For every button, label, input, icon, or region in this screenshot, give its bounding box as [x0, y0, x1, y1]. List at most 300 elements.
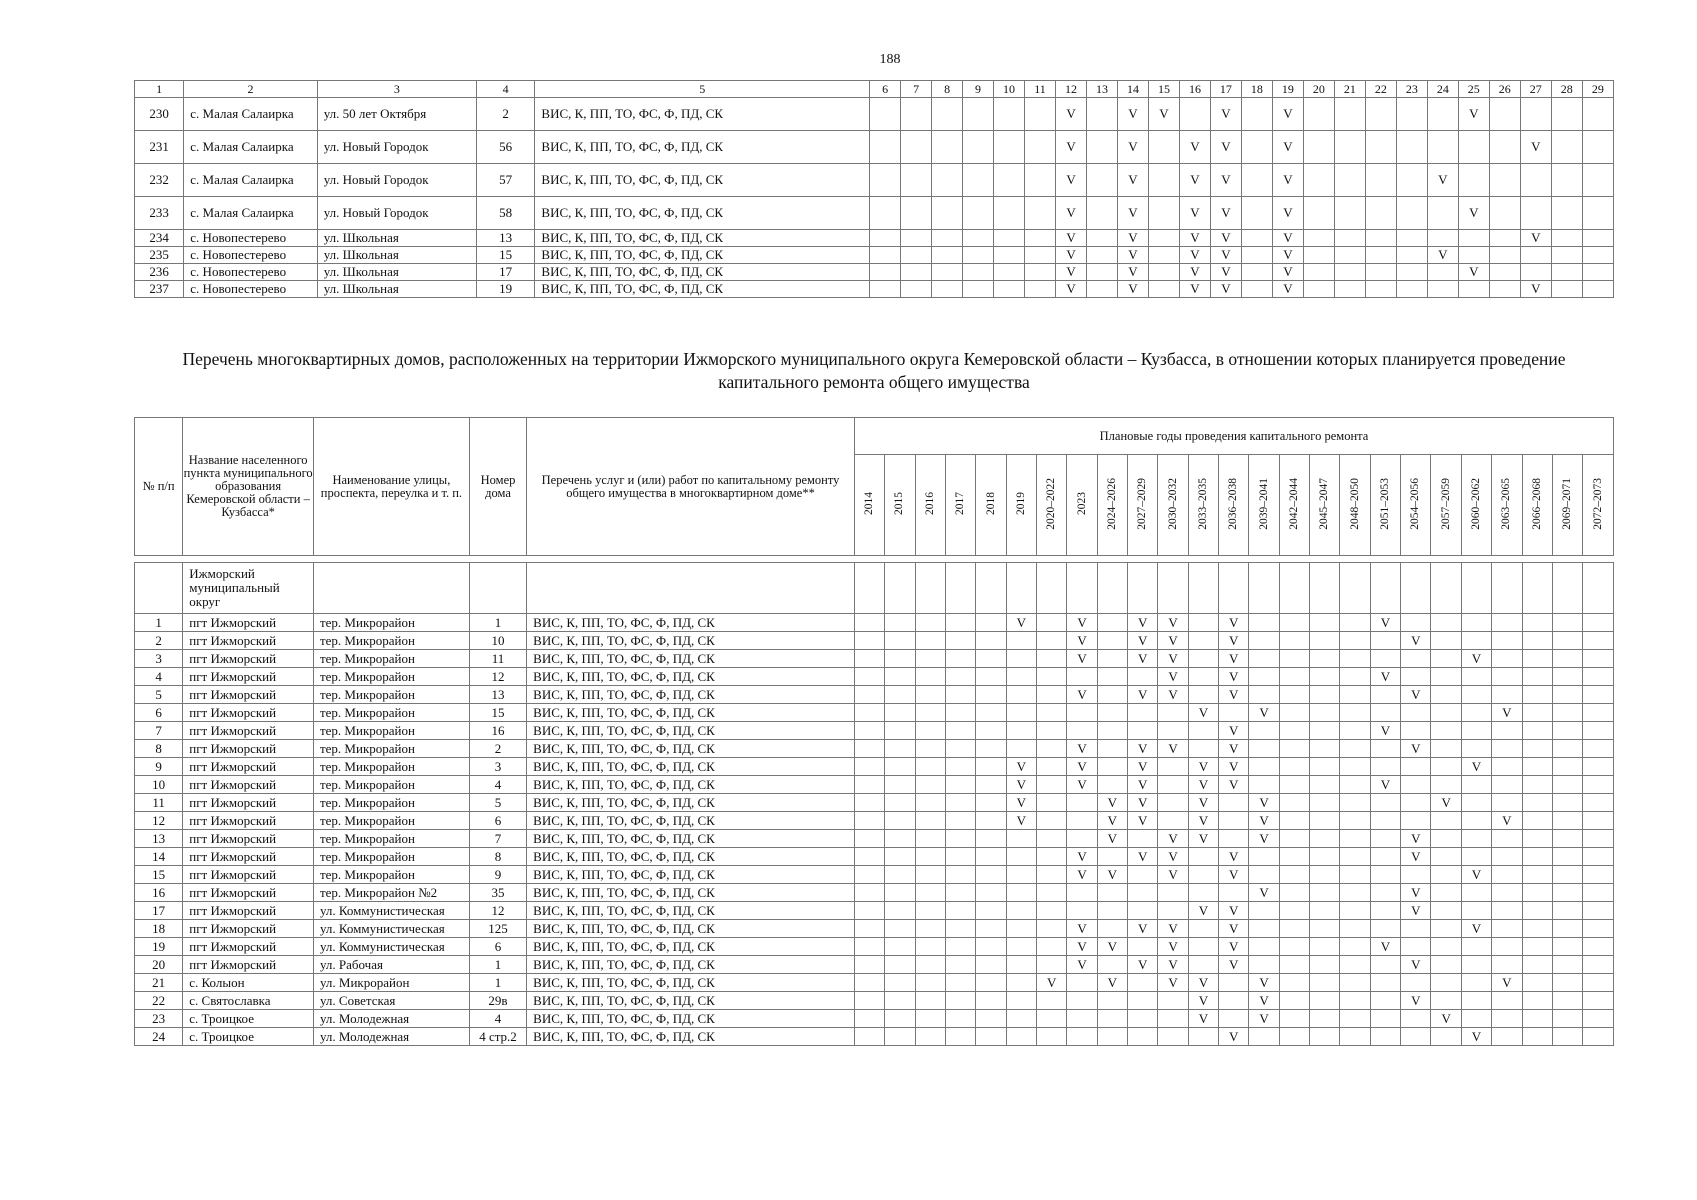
- table-row: [135, 794, 1614, 812]
- year-mark-cell: [1179, 98, 1210, 131]
- year-mark-cell: [1158, 884, 1188, 902]
- year-mark-cell: [1340, 632, 1370, 650]
- year-mark-cell: [1249, 722, 1279, 740]
- row-number: 2: [135, 632, 183, 650]
- year-mark-cell: [854, 722, 884, 740]
- year-mark-cell: [1188, 632, 1218, 650]
- year-mark-cell: [1522, 938, 1552, 956]
- year-mark-cell: [1241, 264, 1272, 281]
- year-mark-cell: [1492, 884, 1522, 902]
- year-mark-cell: [1427, 230, 1458, 247]
- works-cell: ВИС, К, ПП, ТО, ФС, Ф, ПД, СК: [527, 758, 855, 776]
- year-mark-cell: [1037, 686, 1067, 704]
- settlement-cell: пгт Ижморский: [183, 848, 314, 866]
- year-mark-cell: [1396, 197, 1427, 230]
- year-mark-cell: [1334, 131, 1365, 164]
- year-mark-cell: [1310, 830, 1340, 848]
- house-cell: 56: [476, 131, 535, 164]
- year-mark-cell: [976, 614, 1006, 632]
- year-mark-cell: [1427, 281, 1458, 298]
- year-mark-cell: [994, 131, 1025, 164]
- year-label: 2060–2062: [1470, 477, 1482, 530]
- year-mark-cell: [976, 956, 1006, 974]
- year-mark-cell: [854, 812, 884, 830]
- year-mark-cell: V: [1272, 247, 1303, 264]
- year-mark-cell: [1340, 614, 1370, 632]
- year-mark-cell: [1037, 884, 1067, 902]
- table-row: [135, 974, 1614, 992]
- year-mark-cell: V: [1117, 98, 1148, 131]
- year-mark-cell: [1370, 1028, 1400, 1046]
- year-mark-cell: [1461, 884, 1491, 902]
- year-mark-cell: [1097, 686, 1127, 704]
- year-mark-cell: [1188, 650, 1218, 668]
- year-mark-cell: [1431, 920, 1461, 938]
- house-cell: 125: [469, 920, 526, 938]
- year-mark-cell: [1431, 704, 1461, 722]
- empty-cell: [1128, 563, 1158, 614]
- year-mark-cell: [1303, 247, 1334, 264]
- year-mark-cell: [1522, 956, 1552, 974]
- year-mark-cell: [1310, 974, 1340, 992]
- year-label: 2023: [1075, 492, 1088, 515]
- year-mark-cell: V: [1219, 722, 1249, 740]
- year-mark-cell: [1067, 722, 1097, 740]
- table-row: [135, 247, 1614, 264]
- empty-cell: [1401, 563, 1431, 614]
- year-mark-cell: [1334, 281, 1365, 298]
- year-header-cell: [1067, 455, 1097, 556]
- year-mark-cell: [1158, 794, 1188, 812]
- year-mark-cell: V: [1210, 281, 1241, 298]
- year-mark-cell: [945, 758, 975, 776]
- year-mark-cell: V: [1370, 614, 1400, 632]
- works-cell: ВИС, К, ПП, ТО, ФС, Ф, ПД, СК: [527, 902, 855, 920]
- table-row: [135, 992, 1614, 1010]
- year-mark-cell: [1583, 938, 1614, 956]
- table-row: [135, 197, 1614, 230]
- settlement-cell: пгт Ижморский: [183, 920, 314, 938]
- year-mark-cell: [1025, 98, 1056, 131]
- table-row: [135, 758, 1614, 776]
- year-mark-cell: V: [1219, 668, 1249, 686]
- year-label: 2033–2035: [1196, 477, 1209, 530]
- year-mark-cell: [1431, 686, 1461, 704]
- year-label: 2020–2022: [1045, 477, 1058, 530]
- year-mark-cell: [915, 758, 945, 776]
- year-mark-cell: [1552, 812, 1582, 830]
- year-mark-cell: V: [1492, 704, 1522, 722]
- house-cell: 5: [469, 794, 526, 812]
- year-mark-cell: [1025, 264, 1056, 281]
- year-mark-cell: [854, 650, 884, 668]
- year-mark-cell: [1370, 812, 1400, 830]
- year-mark-cell: [1340, 722, 1370, 740]
- page-number: 188: [879, 52, 901, 67]
- table-row: [135, 956, 1614, 974]
- year-mark-cell: [994, 281, 1025, 298]
- year-mark-cell: V: [1461, 866, 1491, 884]
- year-mark-cell: [1303, 164, 1334, 197]
- works-cell: ВИС, К, ПП, ТО, ФС, Ф, ПД, СК: [535, 247, 870, 264]
- year-mark-cell: V: [1179, 264, 1210, 281]
- year-mark-cell: [945, 992, 975, 1010]
- year-mark-cell: [1492, 1010, 1522, 1028]
- year-mark-cell: [1279, 848, 1309, 866]
- year-mark-cell: [976, 884, 1006, 902]
- year-mark-cell: [1520, 264, 1551, 281]
- year-mark-cell: V: [1188, 1010, 1218, 1028]
- year-mark-cell: V: [1158, 614, 1188, 632]
- year-mark-cell: [1431, 956, 1461, 974]
- year-mark-cell: [1087, 164, 1118, 197]
- street-cell: ул. Коммунистическая: [313, 920, 469, 938]
- column-number: 27: [1520, 81, 1551, 98]
- year-mark-cell: [854, 974, 884, 992]
- year-mark-cell: V: [1097, 812, 1127, 830]
- year-mark-cell: [1310, 956, 1340, 974]
- year-mark-cell: [1037, 902, 1067, 920]
- column-number: 18: [1241, 81, 1272, 98]
- year-mark-cell: [1522, 1028, 1552, 1046]
- year-mark-cell: [1158, 758, 1188, 776]
- column-number: 11: [1025, 81, 1056, 98]
- row-number: 13: [135, 830, 183, 848]
- year-mark-cell: V: [1117, 230, 1148, 247]
- year-mark-cell: [1128, 704, 1158, 722]
- works-cell: ВИС, К, ПП, ТО, ФС, Ф, ПД, СК: [527, 704, 855, 722]
- year-mark-cell: [901, 197, 932, 230]
- year-mark-cell: [1249, 848, 1279, 866]
- year-mark-cell: [1334, 98, 1365, 131]
- year-mark-cell: [870, 281, 901, 298]
- year-mark-cell: [1582, 281, 1613, 298]
- year-mark-cell: [1461, 722, 1491, 740]
- year-mark-cell: V: [1188, 830, 1218, 848]
- year-mark-cell: [994, 247, 1025, 264]
- year-mark-cell: [1401, 1010, 1431, 1028]
- row-number: 6: [135, 704, 183, 722]
- empty-cell: [1310, 563, 1340, 614]
- year-mark-cell: [854, 758, 884, 776]
- year-mark-cell: V: [1097, 974, 1127, 992]
- settlement-cell: пгт Ижморский: [183, 956, 314, 974]
- year-mark-cell: [1583, 758, 1614, 776]
- year-mark-cell: [1310, 776, 1340, 794]
- year-mark-cell: [1396, 164, 1427, 197]
- year-mark-cell: V: [1401, 956, 1431, 974]
- year-mark-cell: [1365, 98, 1396, 131]
- year-mark-cell: [1158, 992, 1188, 1010]
- year-header-cell: [1492, 455, 1522, 556]
- year-mark-cell: [854, 848, 884, 866]
- year-mark-cell: [1431, 830, 1461, 848]
- year-mark-cell: [1552, 902, 1582, 920]
- year-mark-cell: [1037, 866, 1067, 884]
- row-number: 1: [135, 614, 183, 632]
- year-mark-cell: [1492, 740, 1522, 758]
- year-mark-cell: V: [1219, 614, 1249, 632]
- year-mark-cell: [915, 794, 945, 812]
- empty-cell: [313, 563, 469, 614]
- column-number: 19: [1272, 81, 1303, 98]
- street-cell: тер. Микрорайон: [313, 848, 469, 866]
- year-mark-cell: [1303, 264, 1334, 281]
- year-header-cell: [1279, 455, 1309, 556]
- year-mark-cell: [1087, 131, 1118, 164]
- year-mark-cell: [1582, 247, 1613, 264]
- year-mark-cell: [1370, 830, 1400, 848]
- year-mark-cell: V: [1128, 758, 1158, 776]
- column-number: 12: [1056, 81, 1087, 98]
- year-mark-cell: [854, 632, 884, 650]
- year-mark-cell: [1006, 884, 1036, 902]
- year-mark-cell: [901, 230, 932, 247]
- year-mark-cell: [1025, 131, 1056, 164]
- table-row: [135, 1010, 1614, 1028]
- year-mark-cell: [1522, 794, 1552, 812]
- empty-cell: [915, 563, 945, 614]
- year-mark-cell: [1396, 98, 1427, 131]
- year-mark-cell: [1037, 650, 1067, 668]
- year-mark-cell: [1401, 938, 1431, 956]
- year-mark-cell: [1128, 992, 1158, 1010]
- year-mark-cell: [1006, 848, 1036, 866]
- table-row: [135, 686, 1614, 704]
- year-mark-cell: [945, 902, 975, 920]
- year-mark-cell: [1552, 722, 1582, 740]
- year-mark-cell: V: [1128, 686, 1158, 704]
- year-mark-cell: [854, 1010, 884, 1028]
- settlement-cell: пгт Ижморский: [183, 614, 314, 632]
- year-mark-cell: [901, 281, 932, 298]
- year-mark-cell: [1128, 938, 1158, 956]
- year-mark-cell: V: [1520, 131, 1551, 164]
- year-mark-cell: [885, 830, 915, 848]
- year-mark-cell: [1310, 758, 1340, 776]
- settlement-cell: пгт Ижморский: [183, 812, 314, 830]
- year-label: 2051–2053: [1378, 477, 1391, 530]
- house-cell: 10: [469, 632, 526, 650]
- year-mark-cell: [1158, 776, 1188, 794]
- year-mark-cell: [1396, 281, 1427, 298]
- street-cell: ул. Коммунистическая: [313, 902, 469, 920]
- year-mark-cell: [1037, 632, 1067, 650]
- header-num: № п/п: [135, 418, 183, 556]
- settlement-cell: пгт Ижморский: [183, 866, 314, 884]
- table-row: [135, 131, 1614, 164]
- year-mark-cell: [1310, 920, 1340, 938]
- year-mark-cell: V: [1067, 740, 1097, 758]
- year-mark-cell: [1401, 758, 1431, 776]
- year-mark-cell: [1340, 848, 1370, 866]
- year-mark-cell: [1279, 758, 1309, 776]
- year-mark-cell: [1370, 866, 1400, 884]
- year-mark-cell: [945, 722, 975, 740]
- column-number: 4: [476, 81, 535, 98]
- year-mark-cell: [1461, 794, 1491, 812]
- table-row: [135, 848, 1614, 866]
- year-mark-cell: [1401, 776, 1431, 794]
- year-mark-cell: [1522, 650, 1552, 668]
- year-mark-cell: [1087, 264, 1118, 281]
- year-mark-cell: V: [1249, 830, 1279, 848]
- year-mark-cell: [1219, 1010, 1249, 1028]
- year-mark-cell: V: [1219, 650, 1249, 668]
- header-street: Наименование улицы, проспекта, переулка и т. п.: [313, 418, 469, 556]
- year-mark-cell: [1401, 704, 1431, 722]
- year-mark-cell: [1340, 758, 1370, 776]
- house-cell: 2: [476, 98, 535, 131]
- year-mark-cell: [1006, 830, 1036, 848]
- year-mark-cell: V: [1128, 956, 1158, 974]
- table-row: [135, 264, 1614, 281]
- year-mark-cell: [915, 686, 945, 704]
- year-mark-cell: V: [1461, 1028, 1491, 1046]
- year-mark-cell: [1370, 758, 1400, 776]
- year-mark-cell: V: [1006, 614, 1036, 632]
- year-mark-cell: V: [1067, 776, 1097, 794]
- year-mark-cell: V: [1219, 1028, 1249, 1046]
- year-mark-cell: [1492, 920, 1522, 938]
- year-mark-cell: V: [1179, 164, 1210, 197]
- year-mark-cell: [885, 632, 915, 650]
- year-mark-cell: [1552, 866, 1582, 884]
- year-mark-cell: [1097, 740, 1127, 758]
- column-number: 10: [994, 81, 1025, 98]
- year-mark-cell: V: [1067, 848, 1097, 866]
- street-cell: ул. Новый Городок: [317, 164, 476, 197]
- table-row: [135, 884, 1614, 902]
- year-mark-cell: [885, 1010, 915, 1028]
- year-header-cell: [1431, 455, 1461, 556]
- year-mark-cell: [1158, 902, 1188, 920]
- year-mark-cell: [976, 794, 1006, 812]
- year-mark-cell: [915, 974, 945, 992]
- year-mark-cell: V: [1272, 197, 1303, 230]
- table-row: [135, 740, 1614, 758]
- year-mark-cell: [915, 614, 945, 632]
- works-cell: ВИС, К, ПП, ТО, ФС, Ф, ПД, СК: [527, 938, 855, 956]
- year-mark-cell: [1370, 1010, 1400, 1028]
- street-cell: тер. Микрорайон: [313, 722, 469, 740]
- year-mark-cell: V: [1272, 98, 1303, 131]
- year-mark-cell: V: [1097, 866, 1127, 884]
- year-mark-cell: [1006, 1010, 1036, 1028]
- year-mark-cell: [1431, 776, 1461, 794]
- year-mark-cell: V: [1056, 164, 1087, 197]
- year-mark-cell: V: [1249, 1010, 1279, 1028]
- table-header-row: [135, 418, 1614, 455]
- year-mark-cell: [915, 1028, 945, 1046]
- year-mark-cell: [976, 758, 1006, 776]
- year-mark-cell: [1128, 722, 1158, 740]
- year-mark-cell: [1458, 131, 1489, 164]
- year-mark-cell: V: [1210, 131, 1241, 164]
- year-mark-cell: [1461, 902, 1491, 920]
- year-mark-cell: [1552, 848, 1582, 866]
- year-mark-cell: [1520, 98, 1551, 131]
- year-header-cell: [1219, 455, 1249, 556]
- year-mark-cell: [945, 1028, 975, 1046]
- year-label: 2054–2056: [1409, 477, 1422, 530]
- year-mark-cell: [915, 812, 945, 830]
- year-mark-cell: [1551, 264, 1582, 281]
- year-mark-cell: [1097, 992, 1127, 1010]
- works-cell: ВИС, К, ПП, ТО, ФС, Ф, ПД, СК: [535, 197, 870, 230]
- year-mark-cell: [1401, 974, 1431, 992]
- year-mark-cell: [1401, 920, 1431, 938]
- year-mark-cell: [1219, 884, 1249, 902]
- year-mark-cell: [976, 812, 1006, 830]
- year-mark-cell: [1310, 794, 1340, 812]
- year-mark-cell: [1489, 247, 1520, 264]
- year-mark-cell: [945, 704, 975, 722]
- year-mark-cell: [1522, 686, 1552, 704]
- empty-cell: [1279, 563, 1309, 614]
- year-mark-cell: [1489, 197, 1520, 230]
- year-mark-cell: [1552, 632, 1582, 650]
- street-cell: ул. Школьная: [317, 230, 476, 247]
- year-mark-cell: [885, 686, 915, 704]
- year-mark-cell: [945, 686, 975, 704]
- street-cell: ул. Рабочая: [313, 956, 469, 974]
- year-mark-cell: [1340, 884, 1370, 902]
- year-mark-cell: [1461, 830, 1491, 848]
- header-settlement: Название населенного пункта муниципального образования Кемеровской области – Кузбасса*: [183, 418, 314, 556]
- year-mark-cell: [1241, 98, 1272, 131]
- year-mark-cell: [870, 264, 901, 281]
- year-mark-cell: V: [1401, 632, 1431, 650]
- year-mark-cell: V: [1210, 98, 1241, 131]
- year-mark-cell: [1522, 812, 1552, 830]
- year-mark-cell: V: [1128, 920, 1158, 938]
- year-mark-cell: [945, 812, 975, 830]
- settlement-cell: с. Троицкое: [183, 1010, 314, 1028]
- year-mark-cell: V: [1117, 131, 1148, 164]
- year-mark-cell: [932, 98, 963, 131]
- year-mark-cell: [870, 131, 901, 164]
- year-mark-cell: [1492, 866, 1522, 884]
- year-mark-cell: [1037, 956, 1067, 974]
- year-mark-cell: [1552, 758, 1582, 776]
- year-mark-cell: [870, 247, 901, 264]
- column-number: 14: [1117, 81, 1148, 98]
- year-mark-cell: [1583, 614, 1614, 632]
- year-mark-cell: [1188, 722, 1218, 740]
- settlement-cell: с. Новопестерево: [184, 281, 317, 298]
- year-mark-cell: [1006, 956, 1036, 974]
- year-mark-cell: [1310, 902, 1340, 920]
- empty-cell: [1249, 563, 1279, 614]
- year-mark-cell: [1037, 614, 1067, 632]
- year-mark-cell: [976, 848, 1006, 866]
- year-mark-cell: [1006, 866, 1036, 884]
- year-mark-cell: [1365, 230, 1396, 247]
- year-mark-cell: [885, 848, 915, 866]
- house-cell: 4 стр.2: [469, 1028, 526, 1046]
- year-mark-cell: [1249, 650, 1279, 668]
- header-house: Номер дома: [469, 418, 526, 556]
- year-mark-cell: [1241, 164, 1272, 197]
- year-mark-cell: V: [1219, 686, 1249, 704]
- year-mark-cell: [1249, 866, 1279, 884]
- year-mark-cell: [1340, 956, 1370, 974]
- year-mark-cell: [1097, 722, 1127, 740]
- year-mark-cell: [1396, 131, 1427, 164]
- settlement-cell: пгт Ижморский: [183, 884, 314, 902]
- year-mark-cell: [932, 247, 963, 264]
